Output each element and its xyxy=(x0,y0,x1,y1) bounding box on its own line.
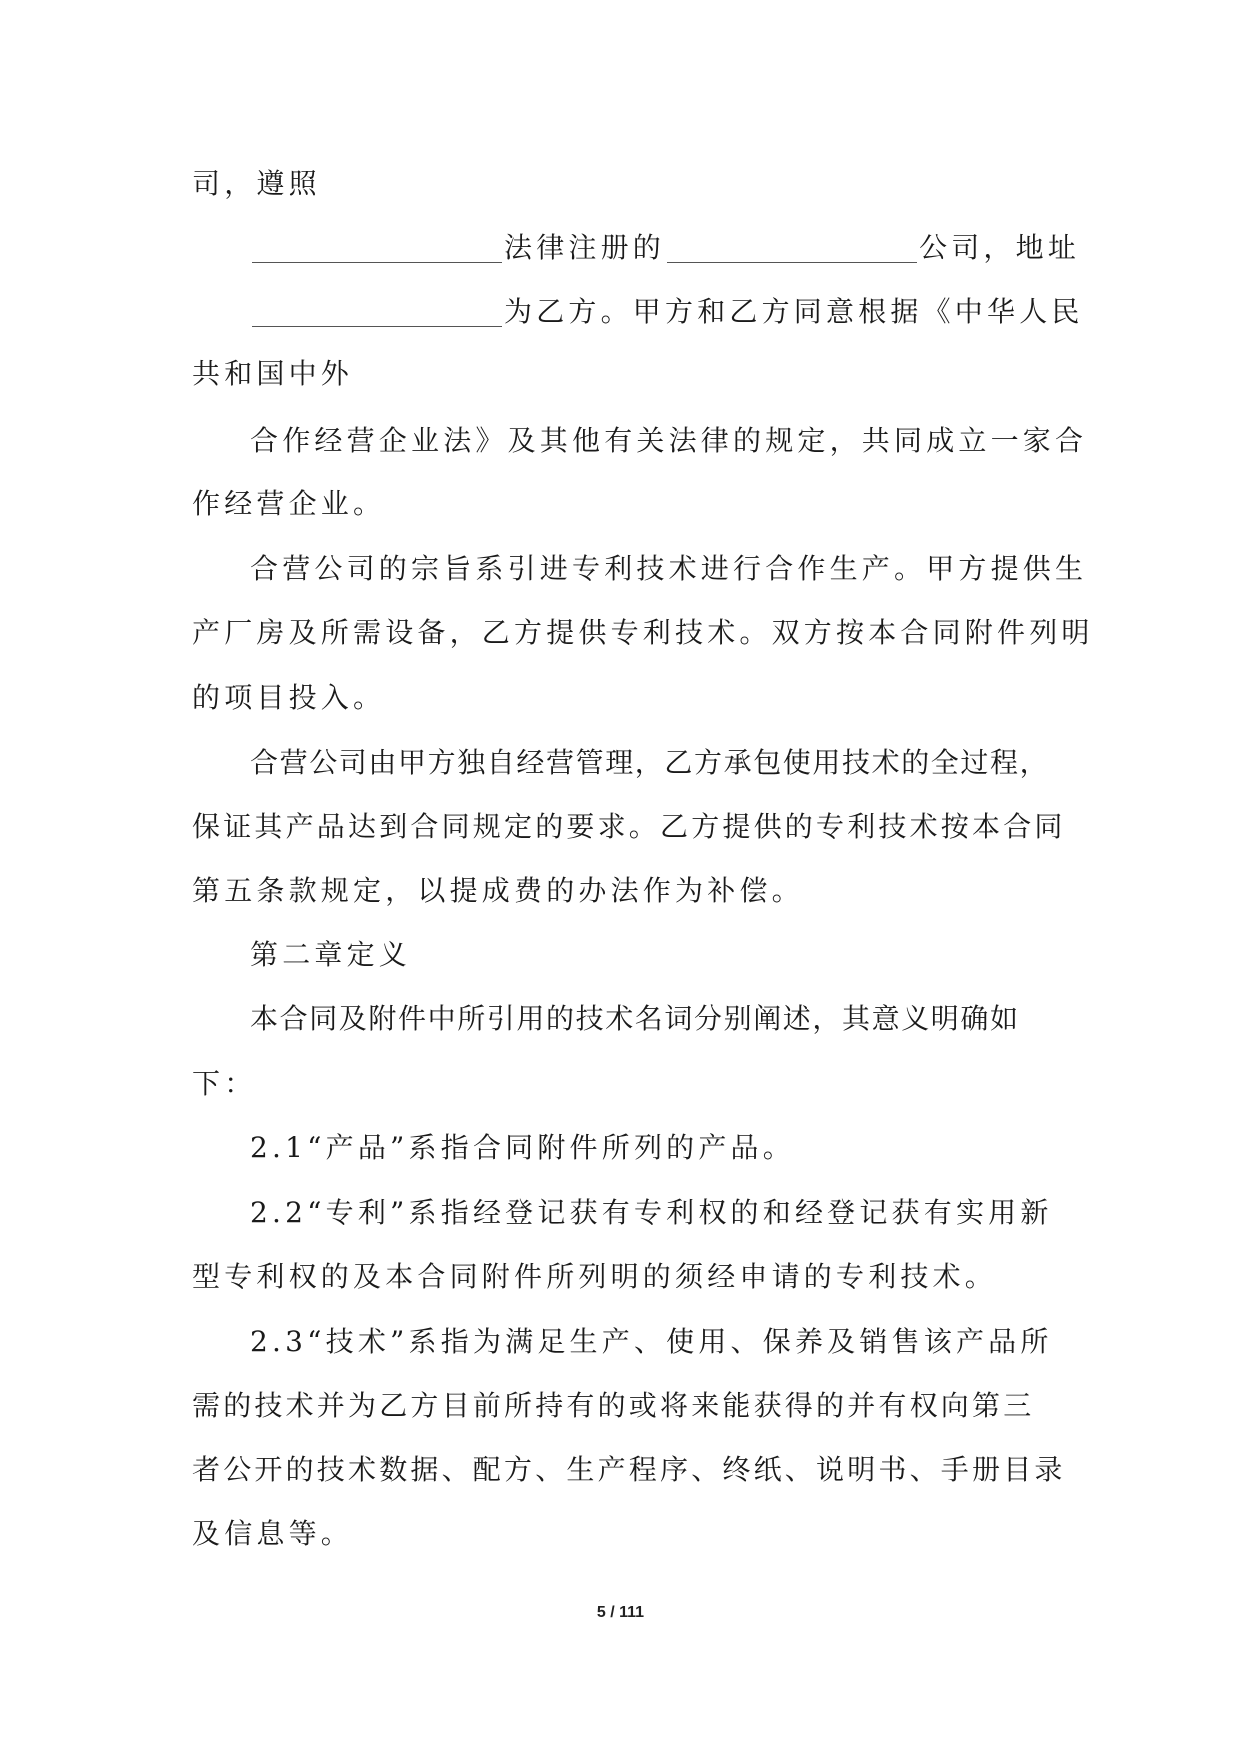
text-line xyxy=(192,680,385,716)
text-line xyxy=(192,615,1094,651)
text-line xyxy=(192,356,353,392)
text-segment: 及信息等。 xyxy=(192,1517,354,1550)
text-segment: 2.2“专利”系指经登记获有专利权的和经登记获有实用新 xyxy=(250,1196,1053,1229)
text-line xyxy=(192,1066,256,1102)
text-segment: 第五条款规定，以提成费的办法作为补偿。 xyxy=(192,874,804,907)
section-heading xyxy=(250,937,411,973)
text-line xyxy=(192,1516,353,1552)
text-line xyxy=(192,1388,1034,1424)
text-line xyxy=(192,873,804,909)
text-segment: 作经营企业。 xyxy=(192,487,386,520)
text-segment: 共和国中外 xyxy=(192,357,354,390)
text-line xyxy=(192,486,385,522)
page-number: 5 / 111 xyxy=(596,1604,645,1621)
text-line xyxy=(250,551,1087,587)
text-segment: 产厂房及所需设备，乙方提供专利技术。双方按本合同附件列明 xyxy=(192,616,1094,649)
text-line-with-blank xyxy=(250,294,1084,330)
blank-underline xyxy=(252,298,502,327)
text-line xyxy=(192,1452,1066,1488)
text-segment: 2.3“技术”系指为满足生产、使用、保养及销售该产品所 xyxy=(250,1325,1053,1358)
text-line xyxy=(250,1195,1053,1231)
text-segment: 需的技术并为乙方目前所持有的或将来能获得的并有权向第三 xyxy=(192,1389,1035,1422)
text-segment: 保证其产品达到合同规定的要求。乙方提供的专利技术按本合同 xyxy=(192,810,1066,843)
text-segment: 为乙方。甲方和乙方同意根据《中华人民 xyxy=(504,295,1084,328)
text-segment: 第二章定义 xyxy=(250,938,412,971)
text-segment: 合营公司由甲方独自经营管理，乙方承包使用技术的全过程， xyxy=(250,746,1050,779)
text-segment: 法律注册的 xyxy=(504,231,666,264)
text-segment: 合作经营企业法》及其他有关法律的规定，共同成立一家合 xyxy=(250,424,1088,457)
text-segment: 合营公司的宗旨系引进专利技术进行合作生产。甲方提供生 xyxy=(250,552,1088,585)
text-line xyxy=(250,1001,1020,1037)
text-segment: 公司，地址 xyxy=(919,231,1081,264)
blank-underline xyxy=(252,234,502,263)
text-segment: 下： xyxy=(192,1067,257,1100)
text-line xyxy=(250,1324,1053,1360)
text-line xyxy=(250,745,1049,781)
text-line xyxy=(250,423,1087,459)
text-segment: 本合同及附件中所引用的技术名词分别阐述，其意义明确如 xyxy=(250,1002,1020,1035)
text-segment: 的项目投入。 xyxy=(192,681,386,714)
text-segment: 型专利权的及本合同附件所列明的须经申请的专利技术。 xyxy=(192,1260,998,1293)
text-line xyxy=(250,1130,795,1166)
text-line xyxy=(192,166,321,202)
text-segment: 司，遵照 xyxy=(192,167,321,200)
text-line xyxy=(192,1259,997,1295)
text-segment: 2.1“产品”系指合同附件所列的产品。 xyxy=(250,1131,795,1164)
text-line xyxy=(192,809,1066,845)
text-segment: 者公开的技术数据、配方、生产程序、终纸、说明书、手册目录 xyxy=(192,1453,1066,1486)
text-line-with-blanks xyxy=(250,230,1080,266)
blank-underline xyxy=(667,234,917,263)
